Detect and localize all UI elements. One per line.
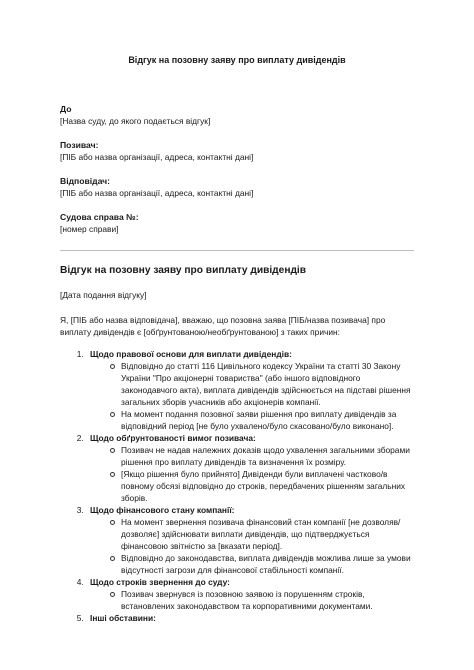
reason-heading: Щодо строків звернення до суду:: [90, 577, 230, 587]
reason-heading: Щодо обґрунтованості вимог позивача:: [90, 433, 256, 443]
reason-point: [Якщо рішення було прийнято] Дивіденди були виплачені частково/в повному обсязі відповідно до строків, передбачених рішенням загальних зборів.: [110, 468, 414, 504]
to-value: [Назва суду, до якого подається відгук]: [60, 116, 211, 126]
plaintiff-value: [ПІБ або назва організації, адреса, контактні дані]: [60, 152, 254, 162]
reason-points: [90, 588, 414, 612]
reason-point: Відповідно до законодавства, виплата дивідендів можлива лише за умови відсутності загрози для фінансової стабільності компанії.: [110, 552, 414, 576]
reason-item: [86, 576, 414, 612]
document-title: Відгук на позовну заяву про виплату дивідендів: [128, 55, 346, 65]
reason-item: [86, 612, 414, 624]
reason-point: Позивач звернувся із позовною заявою із порушенням строків, встановлених законодавством та корпоративними документами.: [110, 588, 414, 612]
case-value: [номер справи]: [60, 224, 119, 234]
reason-point: Позивач не надав належних доказів щодо ухвалення загальними зборами рішення про виплату дивідендів та визначення їх розміру.: [110, 444, 414, 468]
reason-heading: Щодо правової основи для виплати дивідендів:: [90, 349, 292, 359]
reason-points: [90, 516, 414, 576]
to-label: До: [60, 104, 72, 114]
defendant-label: Відповідач:: [60, 176, 111, 186]
defendant-value: [ПІБ або назва організації, адреса, контактні дані]: [60, 188, 254, 198]
reasons-list: [60, 348, 414, 624]
reason-points: [90, 360, 414, 432]
reason-point: На момент звернення позивача фінансовий стан компанії [не дозволяв/дозволяє] здійснювати виплати дивідендів, що підтверджується фінансовою звітністю за [вказати період].: [110, 516, 414, 552]
plaintiff-label: Позивач:: [60, 140, 99, 150]
submission-date: [Дата подання відгуку]: [60, 290, 147, 300]
section-heading: Відгук на позовну заяву про виплату дивідендів: [60, 265, 307, 276]
reason-heading: Інші обставини:: [90, 613, 156, 623]
intro-paragraph: Я, [ПІБ або назва відповідача], вважаю, що позовна заява [ПІБ/назва позивача] про виплату дивідендів є [обґрунтованою/необґрунтованою] з таких причин:: [60, 315, 386, 337]
case-label: Судова справа №:: [60, 212, 139, 222]
reason-item: [86, 348, 414, 432]
reason-point: На момент подання позовної заяви рішення про виплату дивідендів за відповідний період [не було ухвалено/було скасовано/було виконано].: [110, 408, 414, 432]
divider: [60, 250, 414, 251]
reason-points: [90, 444, 414, 504]
reason-item: [86, 504, 414, 576]
reason-item: [86, 432, 414, 504]
reason-heading: Щодо фінансового стану компанії:: [90, 505, 235, 515]
reason-point: Відповідно до статті 116 Цивільного кодексу України та статті 30 Закону України "Про акціонерні товариства" (або іншого відповідного законодавчого акта), виплата дивідендів здійснюється на підставі рішення загальних зборів учасників або акціонерів компанії.: [110, 360, 414, 408]
